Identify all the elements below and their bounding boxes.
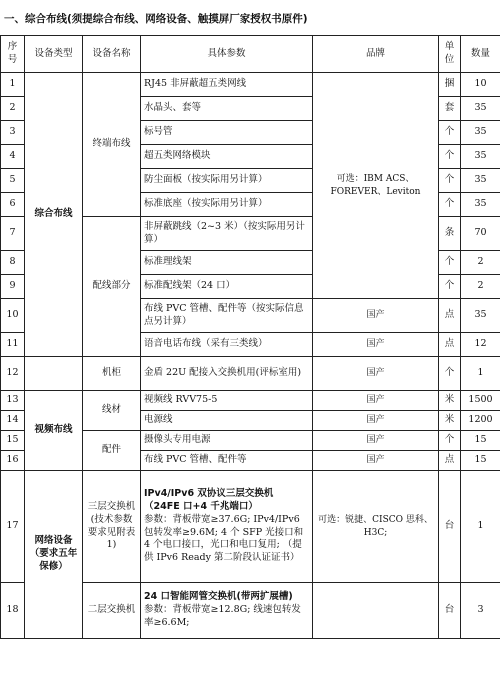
header-type: 设备类型 xyxy=(25,36,83,73)
row-qty: 35 xyxy=(461,299,500,333)
row-spec: 电源线 xyxy=(141,411,313,431)
row-qty: 15 xyxy=(461,451,500,471)
row-brand: 国产 xyxy=(313,431,439,451)
row-brand: 国产 xyxy=(313,333,439,357)
row-seq: 16 xyxy=(1,451,25,471)
row-seq: 2 xyxy=(1,97,25,121)
row-brand: 国产 xyxy=(313,357,439,391)
row-seq: 4 xyxy=(1,145,25,169)
row-spec: 标号管 xyxy=(141,121,313,145)
row-seq: 11 xyxy=(1,333,25,357)
row-brand: 国产 xyxy=(313,451,439,471)
row-spec: 视频线 RVV75-5 xyxy=(141,391,313,411)
row-seq: 18 xyxy=(1,583,25,639)
row-unit: 台 xyxy=(439,471,461,583)
row-qty: 35 xyxy=(461,121,500,145)
row-unit: 点 xyxy=(439,451,461,471)
header-spec: 具体参数 xyxy=(141,36,313,73)
row-spec: 摄像头专用电源 xyxy=(141,431,313,451)
header-brand: 品牌 xyxy=(313,36,439,73)
row-qty: 35 xyxy=(461,97,500,121)
row-spec: 标准底座（按实际用另计算） xyxy=(141,193,313,217)
row-unit: 台 xyxy=(439,583,461,639)
row-qty: 3 xyxy=(461,583,500,639)
section-title: 一、综合布线(须提综合布线、网络设备、触摸屏厂家授权书原件) xyxy=(4,13,308,25)
row-unit: 点 xyxy=(439,299,461,333)
row-unit: 个 xyxy=(439,145,461,169)
row-qty: 1500 xyxy=(461,391,500,411)
table-row xyxy=(1,357,500,391)
row-unit: 米 xyxy=(439,391,461,411)
row-qty: 35 xyxy=(461,169,500,193)
row-brand: 国产 xyxy=(313,411,439,431)
row-spec-cell xyxy=(141,583,313,639)
row-qty: 1 xyxy=(461,357,500,391)
equipment-table xyxy=(0,35,500,639)
row-seq: 5 xyxy=(1,169,25,193)
header-seq: 序号 xyxy=(1,36,25,73)
row-brand: 国产 xyxy=(313,391,439,411)
subgroup-cabinet: 机柜 xyxy=(83,357,141,391)
row-spec: 参数：背板带宽≥37.6G; IPv4/IPv6 包转发率≥9.6M; 4 个 SFP 光接口和 4 个电口接口，光口和电口复用; （提供 IPv6 Ready 第二阶段认证证书） xyxy=(144,513,304,564)
row-spec: 语音电话布线（采有三类线） xyxy=(141,333,313,357)
row-seq: 12 xyxy=(1,357,25,391)
row-spec: 金盾 22U 配接入交换机用(评标室用) xyxy=(141,357,313,391)
header-row xyxy=(1,36,500,73)
table-row xyxy=(1,471,500,583)
row-spec: RJ45 非屏蔽超五类网线 xyxy=(141,73,313,97)
row-seq: 13 xyxy=(1,391,25,411)
row-unit: 个 xyxy=(439,431,461,451)
row-unit: 捆 xyxy=(439,73,461,97)
row-spec: 参数：背板带宽≥12.8G; 线速包转发率≥6.6M; xyxy=(144,604,301,628)
row-brand: 国产 xyxy=(313,299,439,333)
row-spec-cell xyxy=(141,471,313,583)
table-row xyxy=(1,391,500,411)
row-seq: 1 xyxy=(1,73,25,97)
row-unit: 个 xyxy=(439,251,461,275)
row-qty: 1200 xyxy=(461,411,500,431)
row-qty: 35 xyxy=(461,145,500,169)
header-unit: 单位 xyxy=(439,36,461,73)
group-video: 视频布线 xyxy=(25,391,83,471)
row-spec-title: IPv4/IPv6 双协议三层交换机（24FE 口+4 千兆端口） xyxy=(144,488,274,512)
row-qty: 2 xyxy=(461,275,500,299)
row-spec: 防尘面板（按实际用另计算） xyxy=(141,169,313,193)
row-spec: 水晶头、套等 xyxy=(141,97,313,121)
row-seq: 8 xyxy=(1,251,25,275)
row-unit: 个 xyxy=(439,357,461,391)
row-unit: 个 xyxy=(439,275,461,299)
row-spec-title: 24 口智能网管交换机(带两扩展槽) xyxy=(144,591,293,603)
row-seq: 6 xyxy=(1,193,25,217)
row-seq: 9 xyxy=(1,275,25,299)
subgroup-l2switch: 二层交换机 xyxy=(83,583,141,639)
brand-cisco: 可选：锐捷、CISCO 思科、H3C; xyxy=(313,471,439,583)
row-qty: 35 xyxy=(461,193,500,217)
row-qty: 10 xyxy=(461,73,500,97)
row-unit: 条 xyxy=(439,217,461,251)
row-spec: 标准理线架 xyxy=(141,251,313,275)
row-qty: 2 xyxy=(461,251,500,275)
header-qty: 数量 xyxy=(461,36,500,73)
subgroup-patch: 配线部分 xyxy=(83,217,141,357)
row-unit: 点 xyxy=(439,333,461,357)
row-unit: 套 xyxy=(439,97,461,121)
row-unit: 个 xyxy=(439,121,461,145)
row-seq: 3 xyxy=(1,121,25,145)
row-seq: 15 xyxy=(1,431,25,451)
subgroup-wire: 线材 xyxy=(83,391,141,431)
row-unit: 个 xyxy=(439,193,461,217)
subgroup-l3switch: 三层交换机(技术参数要求见附表 1) xyxy=(83,471,141,583)
row-seq: 7 xyxy=(1,217,25,251)
row-qty: 1 xyxy=(461,471,500,583)
header-name: 设备名称 xyxy=(83,36,141,73)
row-seq: 17 xyxy=(1,471,25,583)
subgroup-accessory: 配件 xyxy=(83,431,141,471)
table-row xyxy=(1,73,500,97)
row-spec: 布线 PVC 管槽、配件等（按实际信息点另计算） xyxy=(141,299,313,333)
group-network: 网络设备（要求五年保修） xyxy=(25,471,83,639)
row-spec: 超五类网络模块 xyxy=(141,145,313,169)
row-spec: 非屏蔽跳线（2~3 米）（按实际用另计算） xyxy=(141,217,313,251)
subgroup-terminal: 终端布线 xyxy=(83,73,141,217)
row-qty: 12 xyxy=(461,333,500,357)
brand-ibm: 可选：IBM ACS、FOREVER、Leviton xyxy=(313,73,439,299)
group-cabling: 综合布线 xyxy=(25,73,83,357)
row-qty: 15 xyxy=(461,431,500,451)
row-unit: 个 xyxy=(439,169,461,193)
group-cabinet-blank xyxy=(25,357,83,391)
row-seq: 10 xyxy=(1,299,25,333)
row-spec: 标准配线架（24 口） xyxy=(141,275,313,299)
row-brand-blank xyxy=(313,583,439,639)
row-unit: 米 xyxy=(439,411,461,431)
row-seq: 14 xyxy=(1,411,25,431)
row-qty: 70 xyxy=(461,217,500,251)
row-spec: 布线 PVC 管槽、配件等 xyxy=(141,451,313,471)
